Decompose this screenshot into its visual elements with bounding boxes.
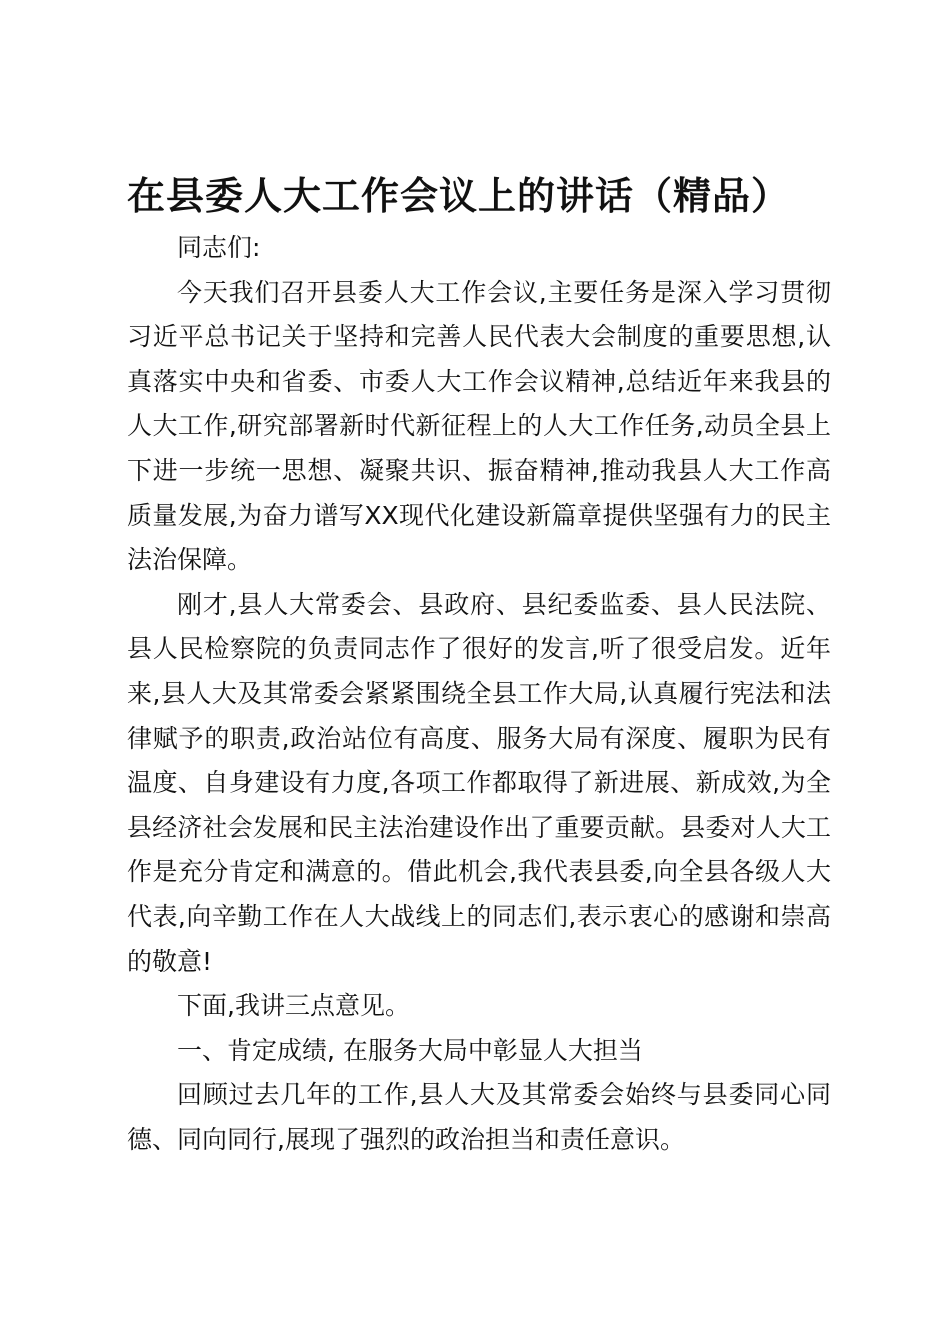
section-heading: 一、肯定成绩, 在服务大局中彰显人大担当 <box>177 1035 643 1065</box>
salutation-paragraph: 同志们: <box>177 233 261 262</box>
body-paragraph: 下面,我讲三点意见。 <box>177 991 410 1021</box>
body-paragraph: 回顾过去几年的工作,县人大及其常委会始终与县委同心同德、同向同行,展现了强烈的政治担当和责任意识。 <box>127 1080 831 1154</box>
body-paragraph: 今天我们召开县委人大工作会议,主要任务是深入学习贯彻习近平总书记关于坚持和完善人民代表大会制度的重要思想,认真落实中央和省委、市委人大工作会议精神,总结近年来我县的人大工作,研究部署新时代新征程上的人大工作任务,动员全县上下进一步统一思想、凝聚共识、振奋精神,推动我县人大工作高质量发展,为奋力谱写XX现代化建设新篇章提供坚强有力的民主法治保障。 <box>127 277 831 575</box>
body-paragraph: 刚才,县人大常委会、县政府、县纪委监委、县人民法院、县人民检察院的负责同志作了很好的发言,听了很受启发。近年来,县人大及其常委会紧紧围绕全县工作大局,认真履行宪法和法律赋予的职责,政治站位有高度、服务大局有深度、履职为民有温度、自身建设有力度,各项工作都取得了新进展、新成效,为全县经济社会发展和民主法治建设作出了重要贡献。县委对人大工作是充分肯定和满意的。借此机会,我代表县委,向全县各级人大代表,向辛勤工作在人大战线上的同志们,表示衷心的感谢和崇高的敬意! <box>127 589 831 976</box>
document-body <box>127 226 831 1162</box>
document-title: 在县委人大工作会议上的讲话（精品） <box>127 174 791 218</box>
